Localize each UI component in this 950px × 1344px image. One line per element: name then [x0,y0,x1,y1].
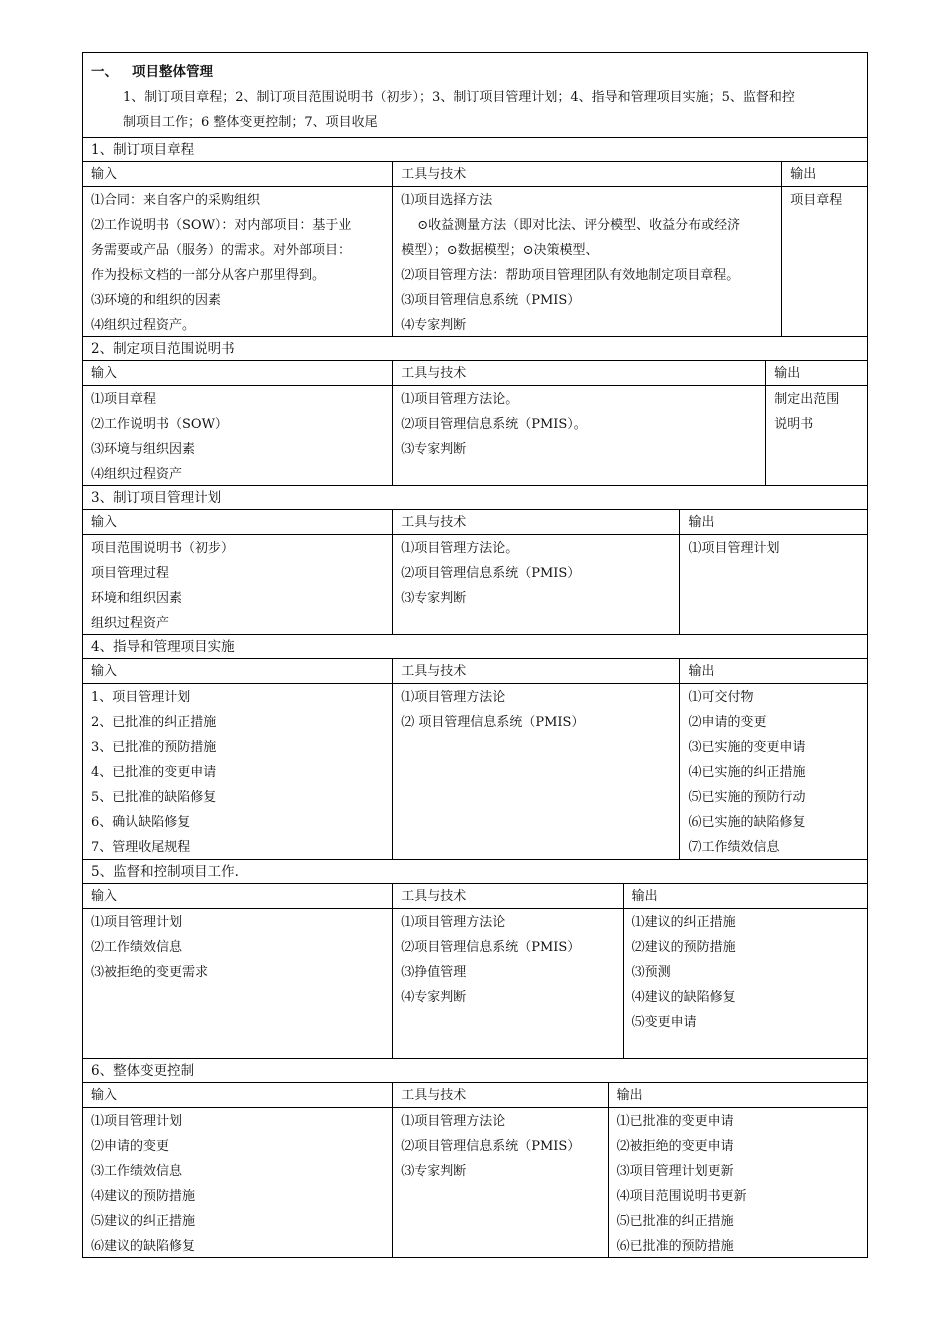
output-item: ⑹已实施的缺陷修复 [688,815,806,830]
input-column-header: 输入 [91,889,118,904]
input-item: ⑵工作绩效信息 [91,940,183,955]
output-item: ⑸已批准的纠正措施 [616,1214,734,1229]
inputs-cell [83,909,392,1058]
output-item: ⑶已实施的变更申请 [688,740,806,755]
output-column-header: 输出 [679,510,867,534]
section-title: 3、制订项目管理计划 [82,486,868,510]
column-header-row [82,659,868,684]
tools-cell [392,684,679,859]
section-4 [82,635,868,860]
tools-column-header: 工具与技术 [392,659,679,683]
input-item: 作为投标文档的一部分从客户那里得到。 [91,268,326,283]
input-item: ⑶被拒绝的变更需求 [91,965,209,980]
output-item: ⑴建议的纠正措施 [631,915,736,930]
input-item: 组织过程资产 [91,616,170,631]
content-row [82,684,868,860]
input-item: ⑵申请的变更 [91,1139,170,1154]
output-column-header: 输出 [608,1083,867,1107]
output-item: ⑶项目管理计划更新 [616,1164,734,1179]
process-document [82,52,868,1258]
tool-item: ⑴项目管理方法论。 [401,541,519,556]
tools-column-header: 工具与技术 [392,162,781,186]
column-header-row [82,1083,868,1108]
section-2 [82,337,868,486]
outputs-cell [765,386,867,485]
output-column-header: 输出 [623,884,867,908]
tool-item: ⑶专家判断 [401,1164,467,1179]
output-item: ⑵申请的变更 [688,715,767,730]
tool-item: ⑴项目管理方法论 [401,915,506,930]
tools-column-header: 工具与技术 [392,510,679,534]
output-item: ⑴可交付物 [688,690,754,705]
column-header-row [82,884,868,909]
content-row [82,535,868,635]
outputs-cell [781,187,867,336]
tool-item: ⊙收益测量方法（即对比法、评分模型、收益分布或经济 [417,218,741,233]
output-item: ⑺工作绩效信息 [688,840,780,855]
output-item: ⑴已批准的变更申请 [616,1114,734,1129]
outputs-cell [679,684,867,859]
tools-cell [392,386,765,485]
section-title: 4、指导和管理项目实施 [82,635,868,659]
tool-item: 模型）；⊙数据模型；⊙决策模型、 [401,243,599,258]
section-title: 5、监督和控制项目工作. [82,860,868,884]
section-title: 2、制定项目范围说明书 [82,337,868,361]
tools-cell [392,535,679,634]
input-item: ⑴项目管理计划 [91,915,183,930]
content-row [82,187,868,337]
input-item: ⑶工作绩效信息 [91,1164,183,1179]
output-item: ⑹已批准的预防措施 [616,1239,734,1254]
inputs-cell [83,535,392,634]
tool-item: ⑶项目管理信息系统（PMIS） [401,293,581,308]
input-item: ⑴项目管理计划 [91,1114,183,1129]
tool-item: ⑶专家判断 [401,591,467,606]
input-column-header: 输入 [91,1088,118,1103]
tool-item: ⑵项目管理信息系统（PMIS）。 [401,417,587,432]
output-item: ⑷建议的缺陷修复 [631,990,736,1005]
tools-cell [392,1108,607,1257]
output-item: ⑷已实施的纠正措施 [688,765,806,780]
tool-item: ⑴项目管理方法论 [401,690,506,705]
inputs-cell [83,684,392,859]
input-item: 项目管理过程 [91,566,170,581]
output-item: ⑸已实施的预防行动 [688,790,806,805]
main-description [91,85,859,135]
description-line-2: 制项目工作；6 整体变更控制；7、项目收尾 [123,115,378,130]
outputs-cell [679,535,867,634]
input-item: ⑶环境的和组织的因素 [91,293,222,308]
input-item: ⑴项目章程 [91,392,157,407]
inputs-cell [83,1108,392,1257]
input-item: ⑵工作说明书（SOW） [91,417,228,432]
input-column-header: 输入 [91,167,118,182]
content-row [82,1108,868,1258]
output-column-header: 输出 [781,162,867,186]
tool-item: ⑵项目管理信息系统（PMIS） [401,1139,581,1154]
inputs-cell [83,386,392,485]
tool-item: ⑵项目管理信息系统（PMIS） [401,940,581,955]
input-column-header: 输入 [91,366,118,381]
tools-cell [392,909,622,1058]
input-item: 环境和组织因素 [91,591,183,606]
tool-item: ⑷专家判断 [401,990,467,1005]
tool-item: ⑶专家判断 [401,442,467,457]
section-5 [82,860,868,1059]
output-column-header: 输出 [679,659,867,683]
tools-column-header: 工具与技术 [392,361,765,385]
input-item: 3、已批准的预防措施 [91,740,217,755]
outputs-cell [608,1108,867,1257]
output-item: ⑵建议的预防措施 [631,940,736,955]
input-item: 2、已批准的纠正措施 [91,715,217,730]
output-item: 项目章程 [790,193,843,208]
outputs-cell [623,909,867,1058]
column-header-row [82,162,868,187]
tool-item: ⑷专家判断 [401,318,467,333]
section-1 [82,138,868,337]
input-item: ⑴合同：来自客户的采购组织 [91,193,261,208]
content-row [82,386,868,486]
section-3 [82,486,868,635]
description-line-1: 1、制订项目章程；2、制订项目范围说明书（初步）；3、制订项目管理计划；4、指导和管理项目实施；5、监督和控 [123,90,795,105]
column-header-row [82,510,868,535]
tools-column-header: 工具与技术 [392,1083,607,1107]
input-item: 7、管理收尾规程 [91,840,191,855]
input-item: ⑶环境与组织因素 [91,442,196,457]
section-title: 6、整体变更控制 [82,1059,868,1083]
main-header [82,52,868,138]
tool-item: ⑴项目管理方法论。 [401,392,519,407]
column-header-row [82,361,868,386]
input-item: ⑷组织过程资产。 [91,318,196,333]
tools-column-header: 工具与技术 [392,884,622,908]
main-title-text: 项目整体管理 [132,64,213,80]
input-item: 务需要或产品（服务）的需求。对外部项目： [91,243,352,258]
inputs-cell [83,187,392,336]
content-row [82,909,868,1059]
tool-item: ⑵项目管理方法：帮助项目管理团队有效地制定项目章程。 [401,268,740,283]
tool-item: ⑵项目管理信息系统（PMIS） [401,566,581,581]
main-number: 一、 [91,64,118,80]
output-item: ⑶预测 [631,965,671,980]
tool-item: ⑵ 项目管理信息系统（PMIS） [401,715,585,730]
tool-item: ⑴项目选择方法 [401,193,493,208]
main-title [91,59,859,85]
input-item: ⑷建议的预防措施 [91,1189,196,1204]
input-column-header: 输入 [91,515,118,530]
section-title: 1、制订项目章程 [82,138,868,162]
output-item: ⑴项目管理计划 [688,541,780,556]
tool-item: ⑶挣值管理 [401,965,467,980]
input-item: 5、已批准的缺陷修复 [91,790,217,805]
tool-item: ⑴项目管理方法论 [401,1114,506,1129]
input-item: 4、已批准的变更申请 [91,765,217,780]
output-item: 说明书 [774,417,814,432]
input-item: ⑸建议的纠正措施 [91,1214,196,1229]
input-item: ⑵工作说明书（SOW）：对内部项目：基于业 [91,218,352,233]
input-item: 项目范围说明书（初步） [91,541,235,556]
section-6 [82,1059,868,1258]
tools-cell [392,187,781,336]
input-item: ⑷组织过程资产 [91,467,183,482]
output-item: 制定出范围 [774,392,840,407]
input-item: ⑹建议的缺陷修复 [91,1239,196,1254]
input-column-header: 输入 [91,664,118,679]
output-column-header: 输出 [765,361,867,385]
output-item: ⑸变更申请 [631,1015,697,1030]
input-item: 6、确认缺陷修复 [91,815,191,830]
output-item: ⑷项目范围说明书更新 [616,1189,747,1204]
input-item: 1、项目管理计划 [91,690,191,705]
output-item: ⑵被拒绝的变更申请 [616,1139,734,1154]
